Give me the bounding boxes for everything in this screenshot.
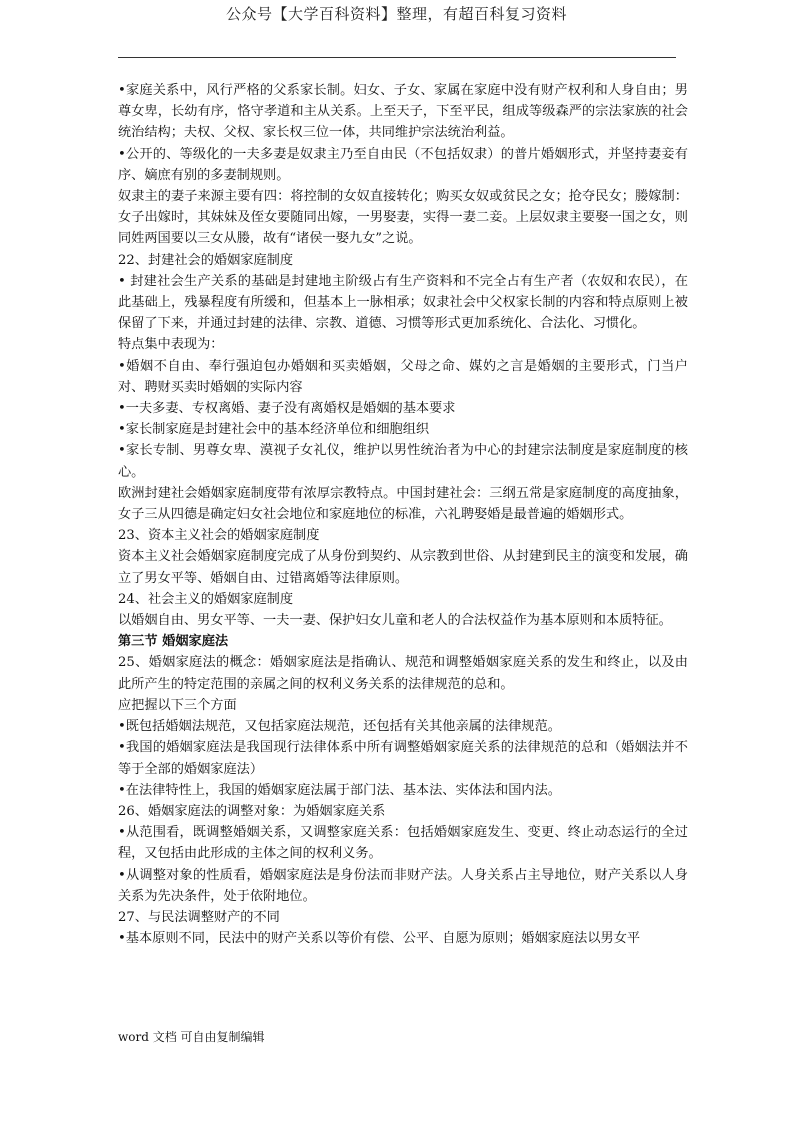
section-heading: 22、封建社会的婚姻家庭制度 — [118, 252, 294, 268]
section-heading: 26、婚姻家庭法的调整对象：为婚姻家庭关系 — [118, 803, 386, 819]
list-item: •家长专制、男尊女卑、漠视子女礼仪，维护以男性统治者为中心的封建宗法制度是家庭制度的核心。 — [118, 443, 688, 480]
list-item: •我国的婚姻家庭法是我国现行法律体系中所有调整婚姻家庭关系的法律规范的总和（婚姻法并不等于全部的婚姻家庭法） — [118, 740, 688, 777]
list-item: •一夫多妻、专权离婚、妻子没有离婚权是婚姻的基本要求 — [118, 401, 456, 417]
paragraph: 欧洲封建社会婚姻家庭制度带有浓厚宗教特点。中国封建社会：三纲五常是家庭制度的高度抽象，女子三从四德是确定妇女社会地位和家庭地位的标准，六礼聘娶婚是最普遍的婚姻形式。 — [118, 485, 688, 523]
list-item: •婚姻不自由、奉行强迫包办婚姻和买卖婚姻，父母之命、媒妁之言是婚姻的主要形式，门当户对、聘财买卖时婚姻的实际内容 — [118, 358, 688, 395]
list-item: •既包括婚姻法规范，又包括家庭法规范，还包括有关其他亲属的法律规范。 — [118, 719, 561, 735]
paragraph: 以婚姻自由、男女平等、一夫一妻、保护妇女儿童和老人的合法权益作为基本原则和本质特征。 — [118, 613, 672, 629]
document-body — [118, 80, 688, 949]
list-item: •家长制家庭是封建社会中的基本经济单位和细胞组织 — [118, 422, 430, 438]
chapter-heading: 第三节 婚姻家庭法 — [118, 634, 229, 650]
paragraph: 资本主义社会婚姻家庭制度完成了从身份到契约、从宗教到世俗、从封建到民主的演变和发展，确立了男女平等、婚姻自由、过错离婚等法律原则。 — [118, 549, 688, 586]
section-heading: 23、资本主义社会的婚姻家庭制度 — [118, 528, 320, 544]
section-heading: 27、与民法调整财产的不同 — [118, 909, 280, 925]
list-item: •从调整对象的性质看，婚姻家庭法是身份法而非财产法。人身关系占主导地位，财产关系以人身关系为先决条件，处于依附地位。 — [118, 867, 688, 904]
paragraph: 应把握以下三个方面 — [118, 697, 237, 713]
list-item: •在法律特性上，我国的婚姻家庭法属于部门法、基本法、实体法和国内法。 — [118, 782, 561, 798]
paragraph: 奴隶主的妻子来源主要有四：将控制的女奴直接转化；购买女奴或贫民之女；抢夺民女；媵嫁制：女子出嫁时，其妹妹及侄女要随同出嫁，一男娶妻，实得一妻二妾。上层奴隶主要娶一国之女，则同姓两国要以三女从媵，故有“诸侯一娶九女”之说。 — [118, 189, 688, 247]
list-item: •基本原则不同，民法中的财产关系以等价有偿、公平、自愿为原则；婚姻家庭法以男女平 — [118, 931, 641, 947]
list-item: •从范围看，既调整婚姻关系，又调整家庭关系：包括婚姻家庭发生、变更、终止动态运行的全过程，又包括由此形成的主体之间的权利义务。 — [118, 825, 688, 862]
paragraph: •公开的、等级化的一夫多妻是奴隶主乃至自由民（不包括奴隶）的普片婚姻形式，并坚持妻妾有序、嫡庶有别的多妻制规则。 — [118, 146, 688, 183]
paragraph: •家庭关系中，风行严格的父系家长制。妇女、子女、家属在家庭中没有财产权利和人身自由；男尊女卑，长幼有序，恪守孝道和主从关系。上至天子，下至平民，组成等级森严的宗法家族的社会统治结构；夫权、父权、家长权三位一体，共同维护宗法统治利益。 — [118, 83, 688, 141]
page-footer: word 文档 可自由复制编辑 — [118, 1030, 265, 1044]
paragraph: 25、婚姻家庭法的概念：婚姻家庭法是指确认、规范和调整婚姻家庭关系的发生和终止，以及由此所产生的特定范围的亲属之间的权利义务关系的法律规范的总和。 — [118, 655, 688, 692]
section-heading: 24、社会主义的婚姻家庭制度 — [118, 591, 294, 607]
header-divider — [118, 57, 676, 58]
paragraph: 特点集中表现为： — [118, 337, 224, 353]
page-header: 公众号【大学百科资料】整理，有超百科复习资料 — [225, 5, 567, 23]
paragraph: • 封建社会生产关系的基础是封建地主阶级占有生产资料和不完全占有生产者（农奴和农民），在此基础上，残暴程度有所缓和，但基本上一脉相承；奴隶社会中父权家长制的内容和特点原则上被保留了下来，并通过封建的法律、宗教、道德、习惯等形式更加系统化、合法化、习惯化。 — [118, 273, 688, 332]
